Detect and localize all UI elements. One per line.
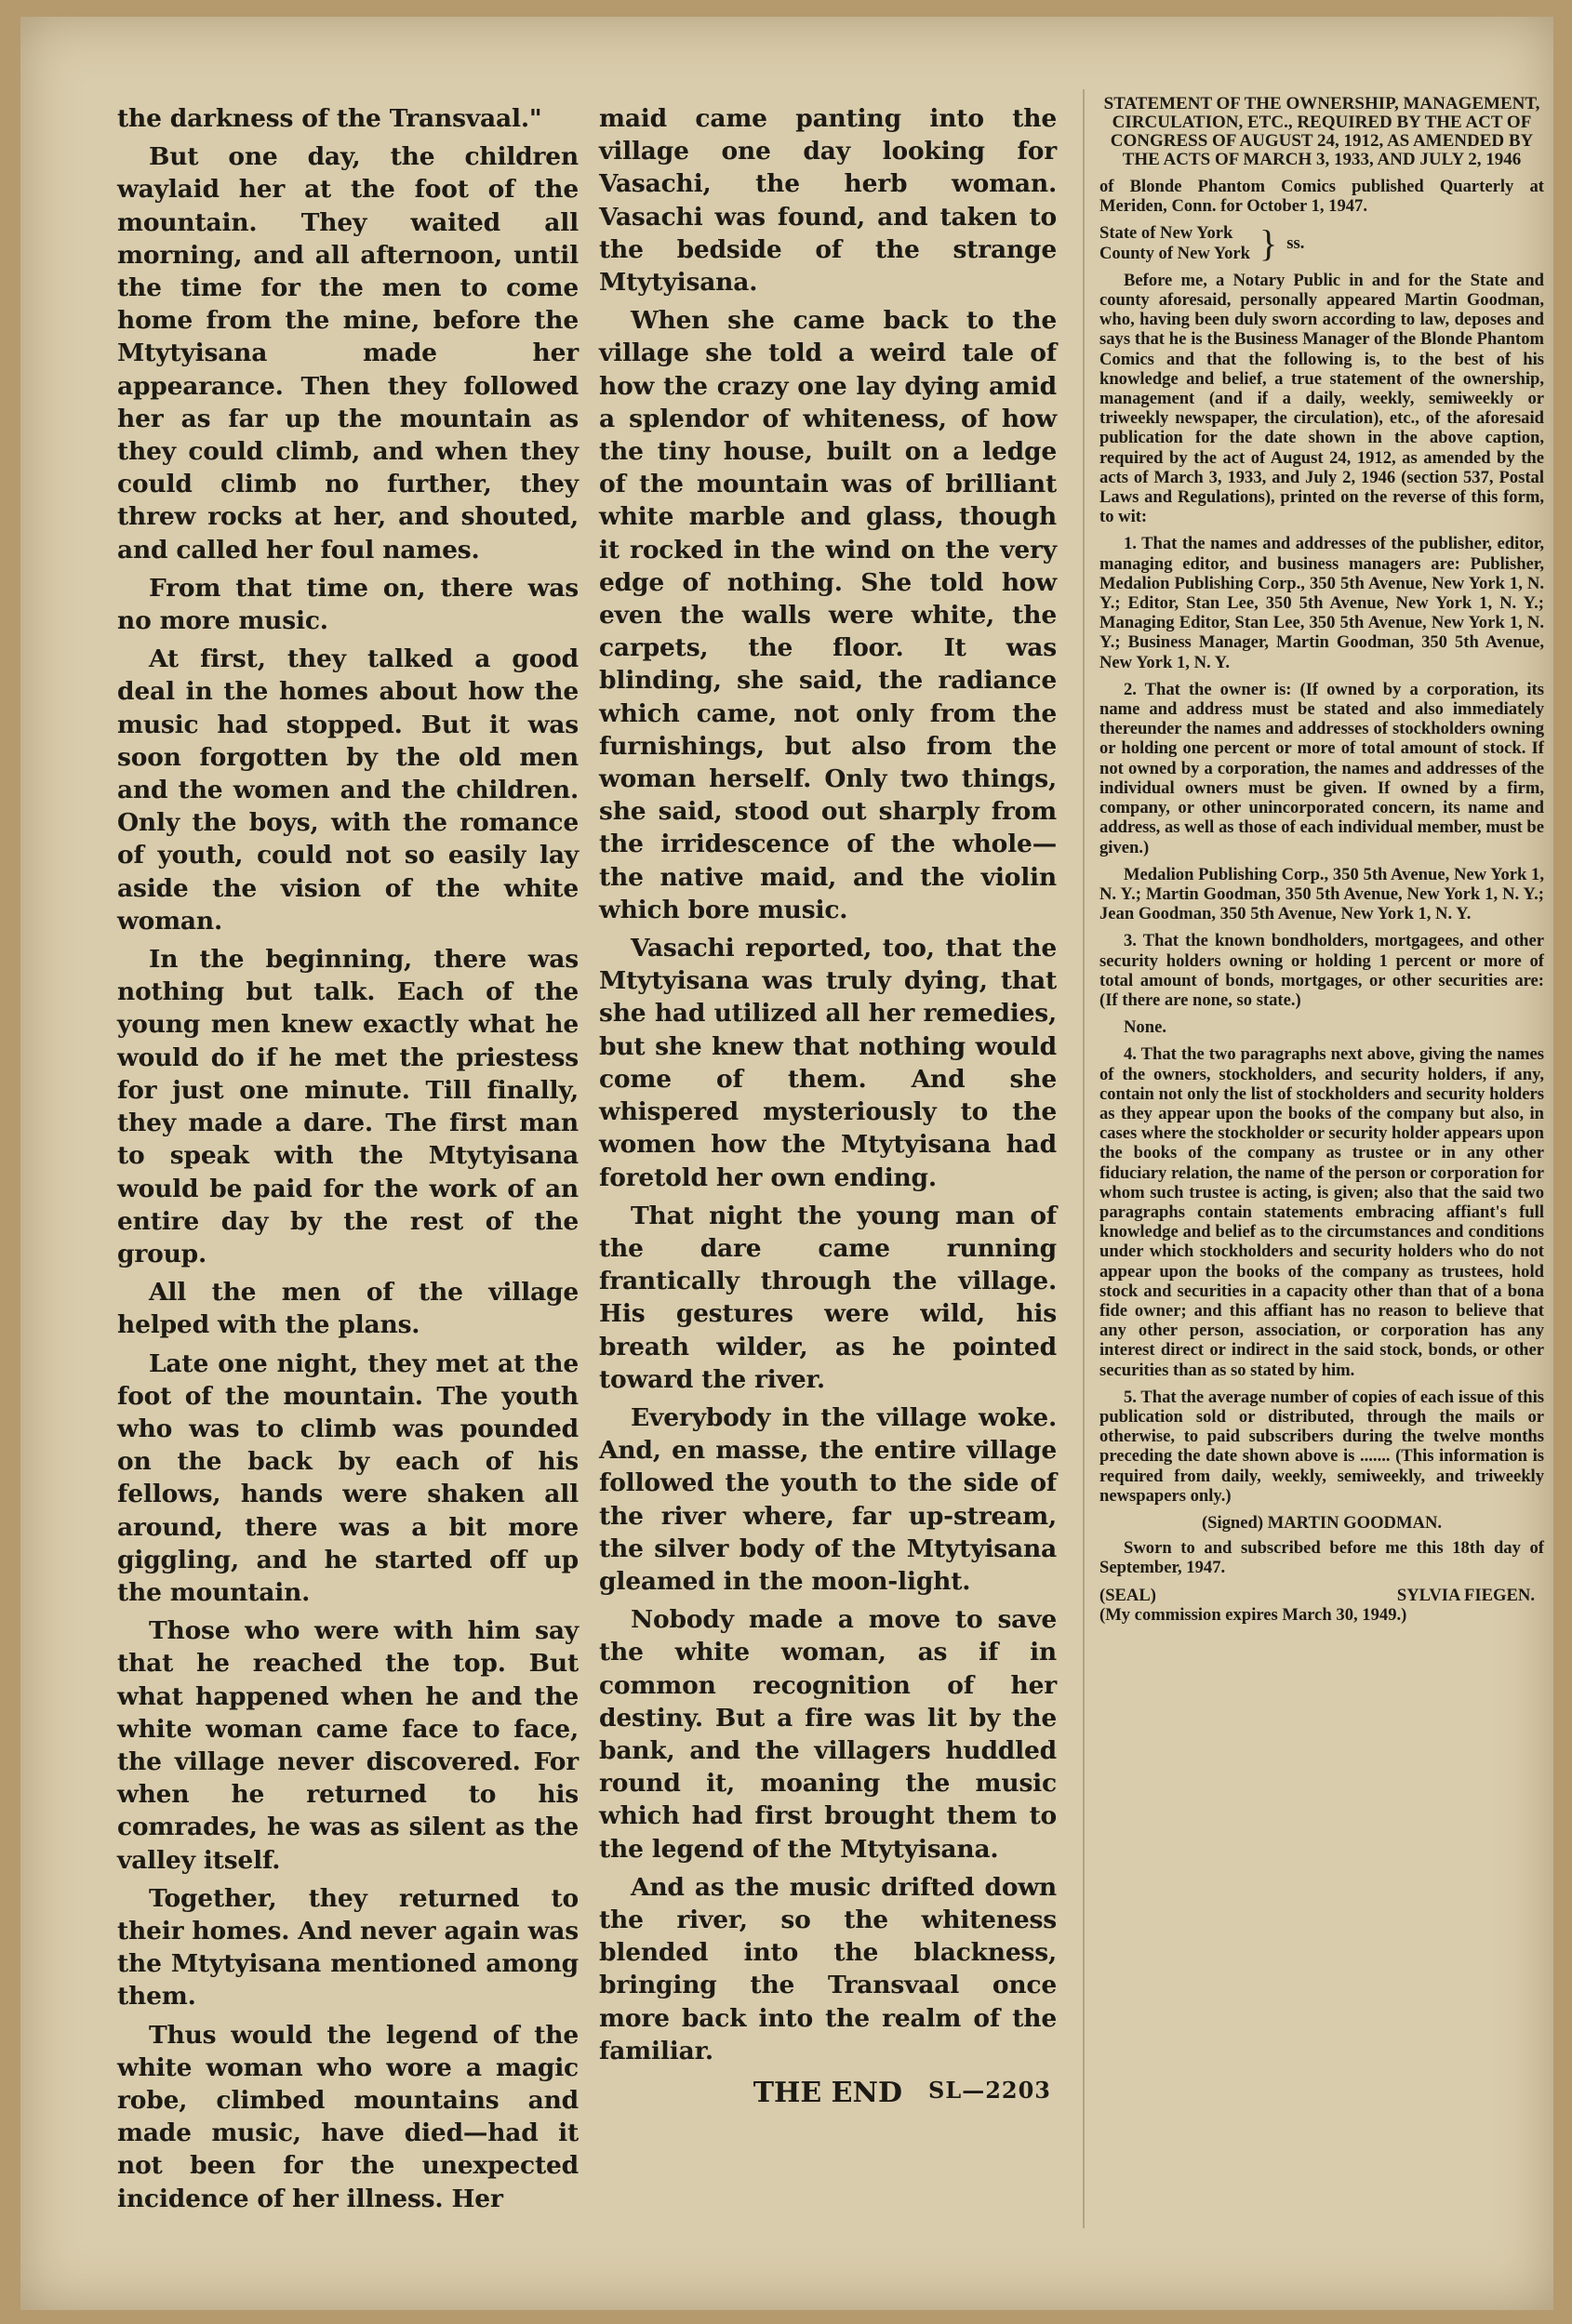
statement-paragraph: 2. That the owner is: (If owned by a corporation, its name and address must be stated and also immediately thereunder the names and addresses of stockholders owning or holding one percent or more of total amount of stock. If not owned by a corporation, the names and addresses of the individual owners must be given. If owned by a firm, company, or other unincorporated concern, its name and address, as well as those of each individual member, must be given.) <box>1099 679 1544 857</box>
story-paragraph: Late one night, they met at the foot of the mountain. The youth who was to climb was pounded on the back by each of his fellows, hands were shaken all around, there was a bit more giggling, and he started off up the mountain. <box>117 1348 579 1607</box>
venue-state: State of New York <box>1099 223 1233 244</box>
statement-paragraph: 4. That the two paragraphs next above, giving the names of the owners, stockholders, and security holders, if any, contain not only the list of stockholders and security holders as they appear upon the books of the company but also, in cases where the stockholder or security holder appears upon the books of the company as trustee or in any other fiduciary relation, the name of the person or corporation for whom such trustee is acting, is given; also that the said two paragraphs contain statements embracing affiant's full knowledge and belief as to the circumstances and conditions under which stockholders and security holders who do not appear upon the books of the company as trustees, hold stock and securities in a capacity other than that of a bona fide owner; and this affiant has no reason to believe that any other person, association, or corporation has any interest direct or indirect in the said stock, bonds, or other securities than as so stated by him. <box>1099 1044 1544 1380</box>
story-paragraph: Nobody made a move to save the white woman, as if in common recognition of her destiny. But a fire was lit by the bank, and the villagers huddled round it, moaning the music which had first brought them to the legend of the Mtytyisana. <box>599 1605 1057 1864</box>
statement-paragraph: Before me, a Notary Public in and for the State and county aforesaid, personally appeared Martin Goodman, who, having been duly sworn according to law, deposes and says that he is the Business Manager of the Blonde Phantom Comics and that the following is, to the best of his knowledge and belief, a true statement of the ownership, management (and if a daily, weekly, semiweekly or triweekly newspaper, the circulation), etc., of the aforesaid publication for the date shown in the above caption, required by the act of August 24, 1912, as amended by the acts of March 3, 1933, and July 2, 1946 (section 537, Postal Laws and Regulations), printed on the reverse of this form, to wit: <box>1099 270 1544 527</box>
comic-text-page <box>20 17 1553 2310</box>
statement-paragraph: 1. That the names and addresses of the publisher, editor, managing editor, and business managers are: Publisher, Medalion Publishing Corp., 350 5th Avenue, New York 1, N. Y.; Editor, Stan Lee, 350 5th Avenue, New York 1, N. Y.; Managing Editor, Stan Lee, 350 5th Avenue, New York 1, N. Y.; Business Manager, Martin Goodman, 350 5th Avenue, New York 1, N. Y. <box>1099 534 1544 672</box>
statement-heading: STATEMENT OF THE OWNERSHIP, MANAGEMENT, CIRCULATION, ETC., REQUIRED BY THE ACT OF CONGRESS OF AUGUST 24, 1912, AS AMENDED BY THE ACTS OF MARCH 3, 1933, AND JULY 2, 1946 <box>1103 94 1540 169</box>
story-paragraph: From that time on, there was no more music. <box>117 573 579 636</box>
story-column-2 <box>599 102 1057 2109</box>
brace-glyph: } <box>1259 221 1278 264</box>
story-paragraph: That night the young man of the dare came running frantically through the village. His gestures were wild, his breath wilder, as he pointed toward the river. <box>599 1201 1057 1394</box>
story-paragraph: All the men of the village helped with the plans. <box>117 1278 579 1340</box>
statement-venue <box>1099 223 1544 262</box>
statement-paragraph: Medalion Publishing Corp., 350 5th Avenue, New York 1, N. Y.; Martin Goodman, 350 5th Avenue, New York 1, N. Y.; Jean Goodman, 350 5th Avenue, New York 1, N. Y. <box>1099 864 1544 924</box>
story-paragraph: Everybody in the village woke. And, en masse, the entire village followed the youth to the side of the river where, far up-stream, the silver body of the Mtytyisana gleamed in the moon-light. <box>599 1402 1057 1596</box>
venue-ss: ss. <box>1286 233 1305 253</box>
story-code: SL—2203 <box>927 2076 1051 2104</box>
signature-line: (Signed) MARTIN GOODMAN. <box>1201 1513 1443 1533</box>
the-end-label: THE END <box>753 2076 902 2109</box>
seal-row <box>1099 1586 1544 1605</box>
ownership-statement <box>1099 95 1544 1625</box>
story-paragraph: Vasachi reported, too, that the Mtytyisana was truly dying, that she had utilized all her remedies, but she knew that nothing would come of them. And she whispered mysteriously to the women how the Mtytyisana had foretold her own ending. <box>599 934 1057 1192</box>
statement-paragraph: 5. That the average number of copies of each issue of this publication sold or distributed, through the mails or otherwise, to paid subscribers during the twelve months preceding the date shown above is ....... (This information is required from daily, weekly, semiweekly, and triweekly newspapers only.) <box>1099 1387 1544 1506</box>
story-paragraph: And as the music drifted down the river, so the whiteness blended into the blackness, bringing the Transvaal once more back into the realm of the familiar. <box>599 1872 1057 2065</box>
story-paragraph: In the beginning, there was nothing but talk. Each of the young men knew exactly what he would do if he met the priestess for just one minute. Till finally, they made a dare. The first man to speak with the Mtytyisana would be paid for the work of an entire day by the rest of the group. <box>117 945 579 1268</box>
story-paragraph: Together, they returned to their homes. And never again was the Mtytyisana mentioned among them. <box>117 1883 579 2012</box>
story-paragraph: When she came back to the village she told a weird tale of how the crazy one lay dying amid a splendor of whiteness, of how the tiny house, built on a ledge of the mountain was of brilliant white marble and glass, though it rocked in the wind on the very edge of nothing. She told how even the walls were white, the carpets, the floor. It was blinding, she said, the radiance which came, not only from the furnishings, but also from the woman herself. Only two things, she said, stood out sharply from the irridescence of the whole—the native maid, and the violin which bore music. <box>599 306 1057 924</box>
commission-line: (My commission expires March 30, 1949.) <box>1099 1604 1407 1625</box>
story-end <box>599 2077 1057 2109</box>
story-paragraph: the darkness of the Transvaal." <box>117 104 542 133</box>
statement-paragraph: None. <box>1124 1017 1166 1038</box>
statement-paragraph: 3. That the known bondholders, mortgagees, and other security holders owning or holding 1 percent or more of total amount of bonds, mortgages, or other securities are: (If there are none, so state.) <box>1099 931 1544 1010</box>
story-paragraph: Those who were with him say that he reached the top. But what happened when he and the white woman came face to face, the village never discovered. For when he returned to his comrades, he was as silent as the valley itself. <box>117 1616 579 1875</box>
venue-county: County of New York <box>1099 243 1251 263</box>
column-divider <box>1083 89 1085 2228</box>
seal-label: (SEAL) <box>1099 1585 1156 1605</box>
story-paragraph: Thus would the legend of the white woman who wore a magic robe, climbed mountains and made music, have died—had it not been for the unexpected incidence of her illness. Her <box>117 2020 579 2213</box>
story-column-1 <box>117 102 579 2221</box>
notary-name: SYLVIA FIEGEN. <box>1396 1585 1535 1605</box>
story-paragraph: maid came panting into the village one day looking for Vasachi, the herb woman. Vasachi was found, and taken to the bedside of the strange Mtytyisana. <box>599 104 1057 298</box>
story-paragraph: At first, they talked a good deal in the homes about how the music had stopped. But it was soon forgotten by the old men and the women and the children. Only the boys, with the romance of youth, could not so easily lay aside the vision of the white woman. <box>117 644 579 936</box>
statement-intro: of Blonde Phantom Comics published Quarterly at Meriden, Conn. for October 1, 1947. <box>1099 177 1544 217</box>
sworn-line: Sworn to and subscribed before me this 18th day of September, 1947. <box>1099 1538 1544 1578</box>
venue-lines <box>1099 223 1250 262</box>
story-paragraph: But one day, the children waylaid her at the foot of the mountain. They waited all morning, and all afternoon, until the time for the men to come home from the mine, before the Mtytyisana made her appearance. Then they followed her as far up the mountain as they could climb, and when they could climb no further, they threw rocks at her, and shouted, and called her foul names. <box>117 142 579 564</box>
